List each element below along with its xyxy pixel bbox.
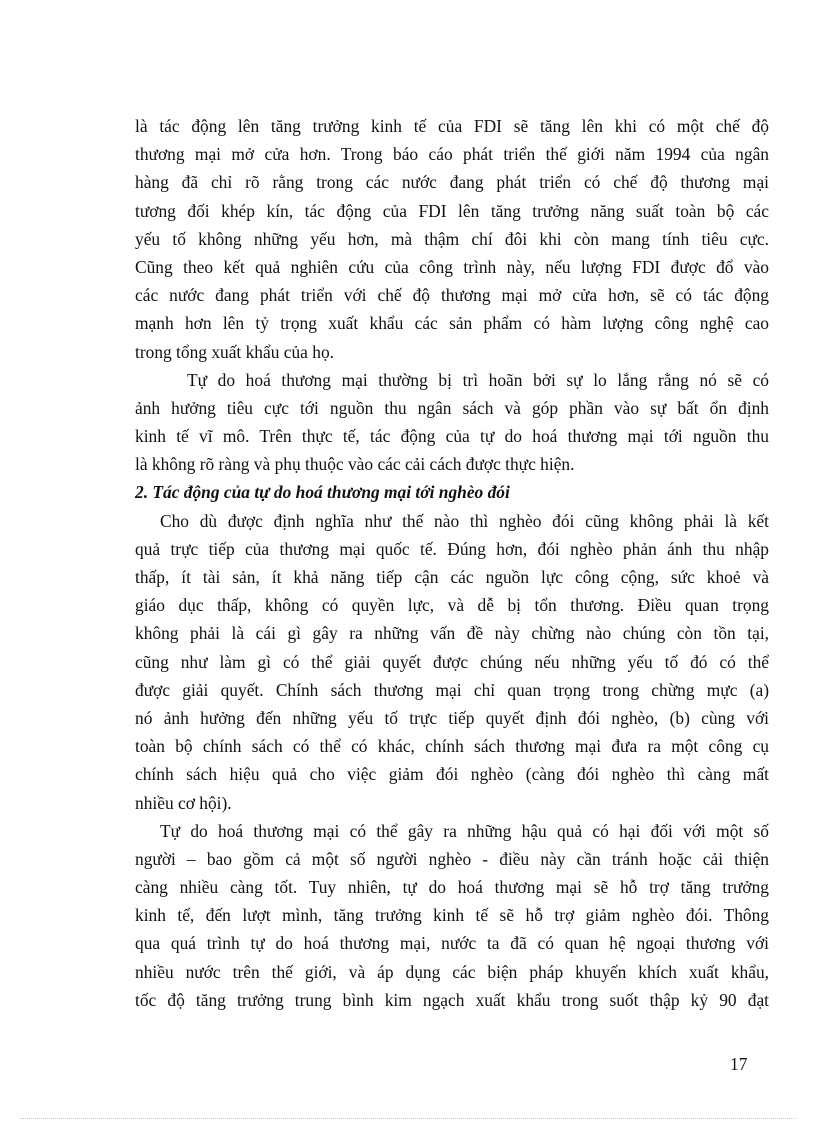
text-line: nó ảnh hưởng đến những yếu tố trực tiếp quyết định đói nghèo, (b) cùng với	[135, 707, 769, 728]
text-line: trong tổng xuất khẩu của họ.	[135, 341, 334, 362]
text-line: Cũng theo kết quả nghiên cứu của công trình này, nếu lượng FDI được đổ vào	[135, 256, 769, 277]
text-line: thấp, ít tài sản, ít khả năng tiếp cận các nguồn lực công cộng, sức khoẻ và	[135, 567, 769, 587]
text-line: là không rõ ràng và phụ thuộc vào các cải cách được thực hiện.	[135, 454, 575, 475]
text-line: các nước đang phát triển với chế độ thương mại mở cửa hơn, sẽ có tác động	[135, 285, 769, 306]
text-line: hàng đã chỉ rõ rằng trong các nước đang phát triển có chế độ thương mại	[135, 172, 769, 193]
text-line: Tự do hoá thương mại thường bị trì hoãn bởi sự lo lắng rằng nó sẽ có	[187, 369, 769, 390]
text-line: giáo dục thấp, không có quyền lực, và dễ bị tổn thương. Điều quan trọng	[135, 595, 769, 616]
paragraph	[135, 366, 769, 479]
section-heading	[135, 478, 769, 506]
text-line: là tác động lên tăng trưởng kinh tế của FDI sẽ tăng lên khi có một chế độ	[135, 116, 769, 136]
text-line: được giải quyết. Chính sách thương mại chỉ quan trọng trong chừng mực (a)	[135, 679, 769, 700]
text-line: cũng như làm gì có thể giải quyết được chúng nếu những yếu tố đó có thể	[135, 651, 769, 672]
text-line: nhiều cơ hội).	[135, 792, 232, 813]
text-line: ảnh hưởng tiêu cực tới nguồn thu ngân sách và góp phần vào sự bất ổn định	[135, 397, 769, 418]
page-bottom-rule	[20, 1118, 796, 1119]
text-line: kinh tế vĩ mô. Trên thực tế, tác động của tự do hoá thương mại tới nguồn thu	[135, 426, 769, 447]
text-line: càng nhiều càng tốt. Tuy nhiên, tự do hoá thương mại sẽ hỗ trợ tăng trưởng	[135, 877, 769, 898]
text-line: tốc độ tăng trưởng trung bình kim ngạch xuất khẩu trong suốt thập kỷ 90 đạt	[135, 989, 769, 1010]
text-line: yếu tố không những yếu hơn, mà thậm chí đôi khi còn mang tính tiêu cực.	[135, 228, 769, 249]
text-line: qua quá trình tự do hoá thương mại, nước ta đã có quan hệ ngoại thương với	[135, 933, 769, 954]
paragraph	[135, 817, 769, 1014]
text-line: chính sách hiệu quả cho việc giảm đói nghèo (càng đói nghèo thì càng mất	[135, 764, 769, 785]
text-line: quả trực tiếp của thương mại quốc tế. Đúng hơn, đói nghèo phản ánh thu nhập	[135, 538, 769, 559]
text-line: tương đối khép kín, tác động của FDI lên tăng trưởng năng suất toàn bộ các	[135, 200, 769, 221]
text-line: thương mại mở cửa hơn. Trong báo cáo phát triển thế giới năm 1994 của ngân	[135, 144, 769, 165]
text-line: người – bao gồm cả một số người nghèo - điều này cần tránh hoặc cải thiện	[135, 848, 769, 869]
text-line: kinh tế, đến lượt mình, tăng trưởng kinh tế sẽ hỗ trợ giảm nghèo đói. Thông	[135, 905, 769, 926]
paragraph	[135, 112, 769, 366]
heading-text: 2. Tác động của tự do hoá thương mại tới nghèo đói	[135, 482, 510, 503]
text-line: mạnh hơn lên tỷ trọng xuất khẩu các sản phẩm có hàm lượng công nghệ cao	[135, 313, 769, 334]
page-number: 17	[730, 1054, 748, 1074]
text-line: nhiều nước trên thế giới, và áp dụng các biện pháp khuyến khích xuất khẩu,	[135, 961, 769, 982]
body-text	[135, 112, 769, 1014]
text-line: Cho dù được định nghĩa như thế nào thì nghèo đói cũng không phải là kết	[160, 510, 769, 531]
paragraph	[135, 507, 769, 817]
text-line: Tự do hoá thương mại có thể gây ra những hậu quả có hại đối với một số	[160, 820, 769, 841]
text-line: không phải là cái gì gây ra những vấn đề này chừng nào chúng còn tồn tại,	[135, 623, 769, 644]
text-line: toàn bộ chính sách có thể có khác, chính sách thương mại đưa ra một công cụ	[135, 736, 769, 757]
